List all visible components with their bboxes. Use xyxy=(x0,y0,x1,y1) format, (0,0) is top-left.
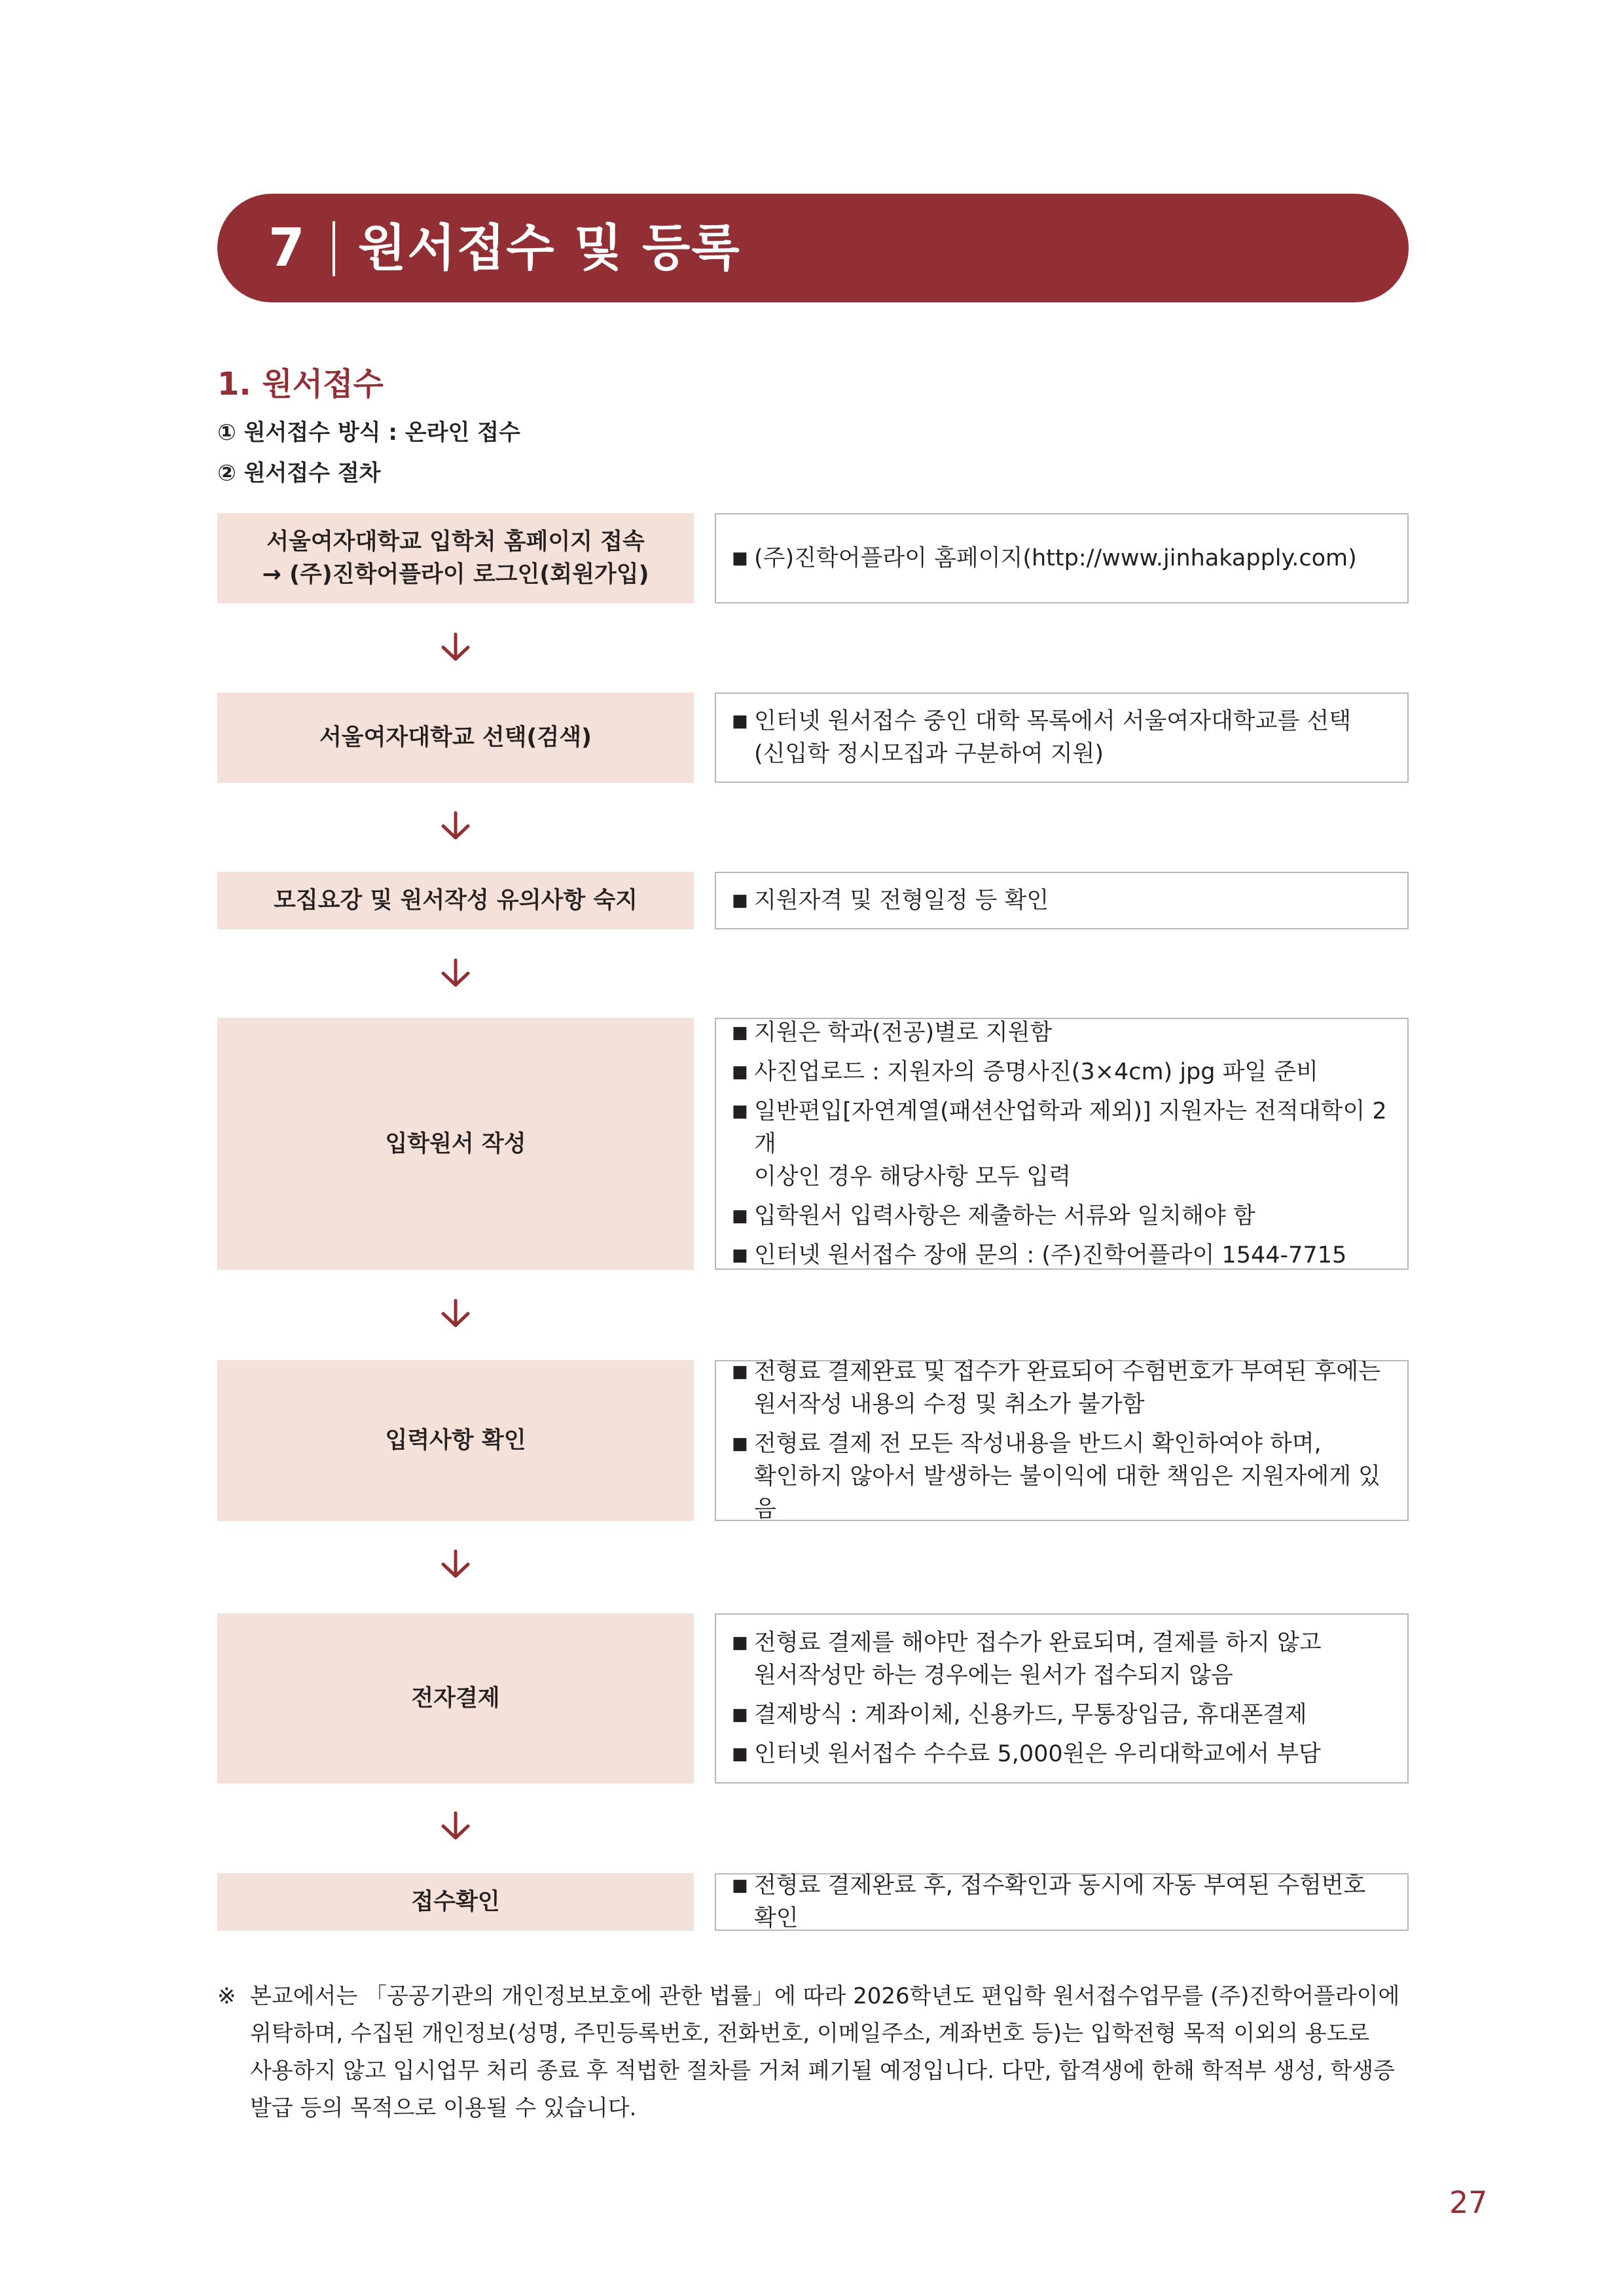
square-bullet-icon: ■ xyxy=(732,891,748,910)
description-line: 지원자격 및 전형일정 등 확인 xyxy=(754,888,1049,914)
step-label-line: 서울여자대학교 입학처 홈페이지 접속 xyxy=(266,529,645,555)
subsection-procedure: ② 원서접수 절차 xyxy=(217,460,381,486)
description-line: 전형료 결제를 해야만 접수가 완료되며, 결제를 하지 않고 xyxy=(754,1630,1322,1656)
down-arrow-icon xyxy=(437,958,474,989)
description-text xyxy=(754,1056,1392,1088)
description-text xyxy=(754,1427,1392,1526)
description-text xyxy=(754,1355,1392,1421)
step-label-box xyxy=(217,1873,694,1931)
description-text xyxy=(754,1698,1392,1731)
chapter-banner xyxy=(217,194,1409,302)
down-arrow-icon xyxy=(437,632,474,663)
description-text xyxy=(754,1095,1392,1193)
chapter-number: 7 xyxy=(268,217,305,278)
description-line: 이상인 경우 해당사항 모두 입력 xyxy=(754,1163,1072,1190)
description-text xyxy=(754,1239,1392,1272)
step-label-line: 모집요강 및 원서작성 유의사항 숙지 xyxy=(274,888,638,914)
square-bullet-icon: ■ xyxy=(732,1633,748,1653)
description-line: 원서작성 내용의 수정 및 취소가 불가함 xyxy=(754,1391,1145,1418)
step-label-line: 전자결제 xyxy=(411,1685,500,1712)
square-bullet-icon: ■ xyxy=(732,1705,748,1725)
description-line: (주)진학어플라이 홈페이지(http://www.jinhakapply.com) xyxy=(754,545,1357,571)
step-label-box xyxy=(217,692,694,783)
description-text xyxy=(754,705,1392,770)
step-label-line: 입학원서 작성 xyxy=(385,1130,526,1157)
description-item xyxy=(732,1698,1392,1731)
description-item xyxy=(732,1626,1392,1692)
square-bullet-icon: ■ xyxy=(732,711,748,731)
description-line: 전형료 결제 전 모든 작성내용을 반드시 확인하여야 하며, xyxy=(754,1431,1322,1457)
description-line: 일반편입[자연계열(패션산업학과 제외)] 지원자는 전적대학이 2개 xyxy=(754,1098,1387,1157)
square-bullet-icon: ■ xyxy=(732,1744,748,1764)
step-description-box xyxy=(715,1018,1409,1270)
description-text xyxy=(754,884,1392,917)
square-bullet-icon: ■ xyxy=(732,1362,748,1382)
down-arrow-icon xyxy=(437,1298,474,1329)
down-arrow-icon xyxy=(437,1549,474,1580)
note-mark: ※ xyxy=(217,1983,236,2009)
description-text xyxy=(754,1626,1392,1692)
step-description-box xyxy=(715,513,1409,603)
square-bullet-icon: ■ xyxy=(732,1206,748,1226)
subsection-method: ① 원서접수 방식 : 온라인 접수 xyxy=(217,420,520,446)
description-line: 지원은 학과(전공)별로 지원함 xyxy=(754,1019,1053,1046)
down-arrow-icon xyxy=(437,810,474,842)
note-line: 발급 등의 목적으로 이용될 수 있습니다. xyxy=(250,2095,637,2121)
privacy-note xyxy=(217,1978,1415,2127)
description-item xyxy=(732,1056,1392,1088)
description-line: 인터넷 원서접수 장애 문의 : (주)진학어플라이 1544-7715 xyxy=(754,1242,1347,1268)
description-line: 인터넷 원서접수 수수료 5,000원은 우리대학교에서 부담 xyxy=(754,1741,1321,1767)
description-item xyxy=(732,1239,1392,1272)
step-description-box xyxy=(715,872,1409,929)
note-line: 사용하지 않고 입시업무 처리 종료 후 적법한 절차를 거쳐 폐기될 예정입니다. 다만, 합격생에 한해 학적부 생성, 학생증 xyxy=(250,2058,1396,2084)
step-label-line: 서울여자대학교 선택(검색) xyxy=(319,725,592,751)
description-line: 전형료 결제완료 후, 접수확인과 동시에 자동 부여된 수험번호 확인 xyxy=(754,1873,1366,1931)
step-label-line: → (주)진학어플라이 로그인(회원가입) xyxy=(262,562,649,588)
step-label-box xyxy=(217,872,694,929)
description-item xyxy=(732,1427,1392,1526)
description-text xyxy=(754,1738,1392,1770)
description-line: 사진업로드 : 지원자의 증명사진(3×4cm) jpg 파일 준비 xyxy=(754,1058,1318,1085)
description-line: 입학원서 입력사항은 제출하는 서류와 일치해야 함 xyxy=(754,1202,1255,1229)
description-text xyxy=(754,1869,1392,1935)
description-item xyxy=(732,1016,1392,1049)
chapter-title: 원서접수 및 등록 xyxy=(358,219,741,277)
square-bullet-icon: ■ xyxy=(732,1245,748,1265)
square-bullet-icon: ■ xyxy=(732,548,748,568)
step-label-line: 입력사항 확인 xyxy=(385,1427,526,1454)
square-bullet-icon: ■ xyxy=(732,1876,748,1895)
description-item xyxy=(732,884,1392,917)
square-bullet-icon: ■ xyxy=(732,1101,748,1121)
step-description-box xyxy=(715,1613,1409,1784)
down-arrow-icon xyxy=(437,1810,474,1842)
chapter-divider xyxy=(333,221,335,276)
step-description-box xyxy=(715,1873,1409,1931)
step-label-box xyxy=(217,513,694,603)
description-line: 인터넷 원서접수 중인 대학 목록에서 서울여자대학교를 선택 xyxy=(754,708,1352,734)
step-label-box xyxy=(217,1613,694,1784)
description-line: 결제방식 : 계좌이체, 신용카드, 무통장입금, 휴대폰결제 xyxy=(754,1702,1307,1728)
square-bullet-icon: ■ xyxy=(732,1062,748,1082)
description-item xyxy=(732,1869,1392,1935)
note-line: 본교에서는 「공공기관의 개인정보보호에 관한 법률」에 따라 2026학년도 편입학 원서접수업무를 (주)진학어플라이에 xyxy=(250,1983,1400,2009)
step-description-box xyxy=(715,692,1409,783)
description-line: (신입학 정시모집과 구분하여 지원) xyxy=(754,741,1104,767)
description-line: 확인하지 않아서 발생하는 불이익에 대한 책임은 지원자에게 있음 xyxy=(754,1463,1380,1522)
square-bullet-icon: ■ xyxy=(732,1434,748,1454)
step-label-box xyxy=(217,1018,694,1270)
description-item xyxy=(732,1095,1392,1193)
description-item xyxy=(732,1355,1392,1421)
description-text xyxy=(754,1016,1392,1049)
page-number: 27 xyxy=(1449,2185,1488,2220)
description-line: 원서작성만 하는 경우에는 원서가 접수되지 않음 xyxy=(754,1662,1233,1689)
note-line: 위탁하며, 수집된 개인정보(성명, 주민등록번호, 전화번호, 이메일주소, 계좌번호 등)는 입학전형 목적 이외의 용도로 xyxy=(250,2020,1370,2047)
description-item xyxy=(732,1738,1392,1770)
step-label-box xyxy=(217,1360,694,1521)
description-item xyxy=(732,1200,1392,1232)
section-title: 1. 원서접수 xyxy=(217,366,384,403)
step-label-line: 접수확인 xyxy=(411,1889,500,1915)
step-description-box xyxy=(715,1360,1409,1521)
description-line: 전형료 결제완료 및 접수가 완료되어 수험번호가 부여된 후에는 xyxy=(754,1359,1380,1385)
description-item xyxy=(732,542,1392,575)
description-text xyxy=(754,1200,1392,1232)
description-item xyxy=(732,705,1392,770)
description-text xyxy=(754,542,1392,575)
square-bullet-icon: ■ xyxy=(732,1022,748,1043)
